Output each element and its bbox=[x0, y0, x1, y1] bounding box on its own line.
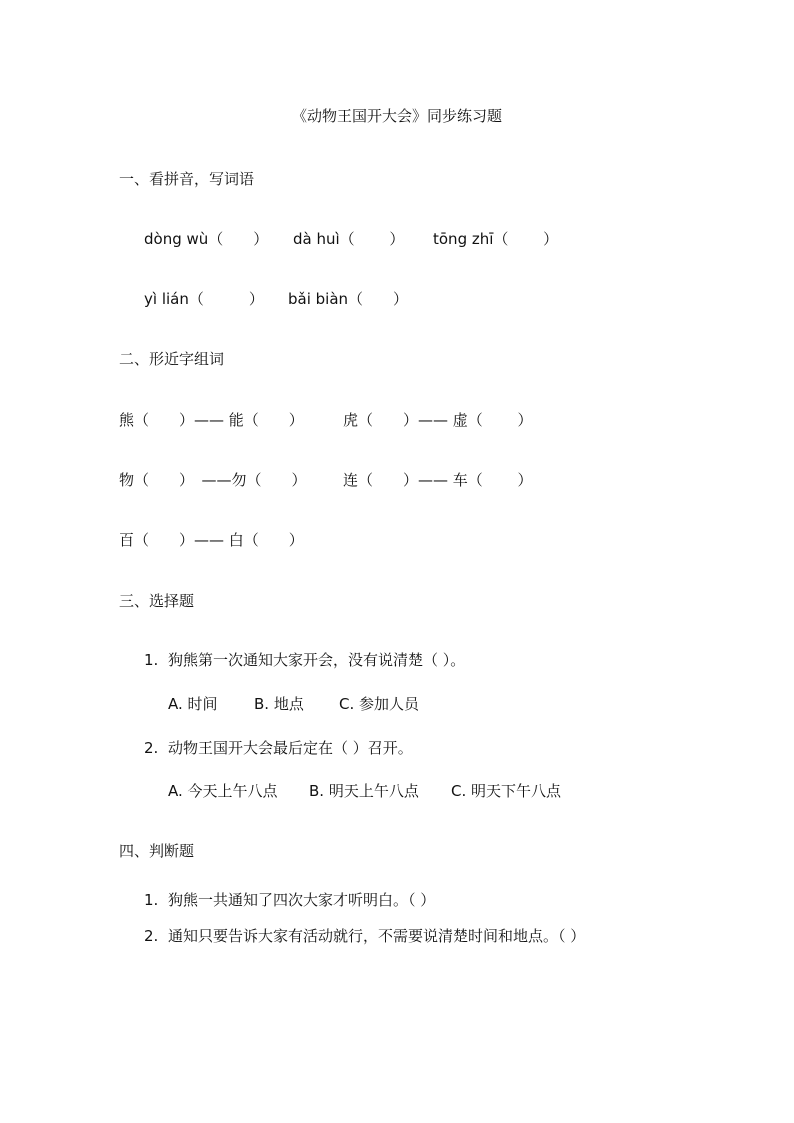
question-text: 狗熊一共通知了四次大家才听明白。（ ） bbox=[168, 891, 436, 909]
question-text: 狗熊第一次通知大家开会，没有说清楚（ ）。 bbox=[168, 651, 466, 669]
char-pair: 百（ ）—— 白（ ） bbox=[119, 531, 304, 549]
question-number: 2. bbox=[144, 927, 159, 945]
choice-question-1 bbox=[144, 653, 465, 668]
section-2-heading: 二、形近字组词 bbox=[119, 350, 225, 368]
judge-question-2 bbox=[144, 929, 585, 944]
pinyin-item: yì lián（ ） bbox=[144, 290, 264, 308]
question-number: 1. bbox=[144, 891, 159, 909]
option: A. 时间 bbox=[168, 695, 218, 713]
char-pair: 物（ ） ——勿（ ） bbox=[119, 471, 307, 489]
judge-question-1 bbox=[144, 893, 435, 908]
question-text: 通知只要告诉大家有活动就行，不需要说清楚时间和地点。（ ） bbox=[168, 927, 586, 945]
question-number: 1. bbox=[144, 651, 159, 669]
question-number: 2. bbox=[144, 739, 159, 757]
char-pair: 连（ ）—— 车（ ） bbox=[343, 471, 533, 489]
char-pair: 虎（ ）—— 虚（ ） bbox=[343, 411, 533, 429]
option: B. 地点 bbox=[254, 695, 304, 713]
option: C. 明天下午八点 bbox=[451, 782, 562, 800]
option: A. 今天上午八点 bbox=[168, 782, 278, 800]
section-3-heading: 三、选择题 bbox=[119, 592, 195, 610]
pinyin-item: dà huì（ ） bbox=[293, 230, 405, 248]
choice-question-2 bbox=[144, 741, 413, 756]
option: B. 明天上午八点 bbox=[309, 782, 419, 800]
section-4-heading: 四、判断题 bbox=[119, 842, 195, 860]
pinyin-item: dòng wù（ ） bbox=[144, 230, 269, 248]
pinyin-item: tōng zhī（ ） bbox=[433, 230, 559, 248]
option: C. 参加人员 bbox=[339, 695, 420, 713]
question-text: 动物王国开大会最后定在（ ）召开。 bbox=[168, 739, 413, 757]
section-1-heading: 一、看拼音，写词语 bbox=[119, 170, 255, 188]
page-title: 《动物王国开大会》同步练习题 bbox=[291, 107, 502, 125]
pinyin-item: bǎi biàn（ ） bbox=[288, 290, 409, 308]
char-pair: 熊（ ）—— 能（ ） bbox=[119, 411, 304, 429]
